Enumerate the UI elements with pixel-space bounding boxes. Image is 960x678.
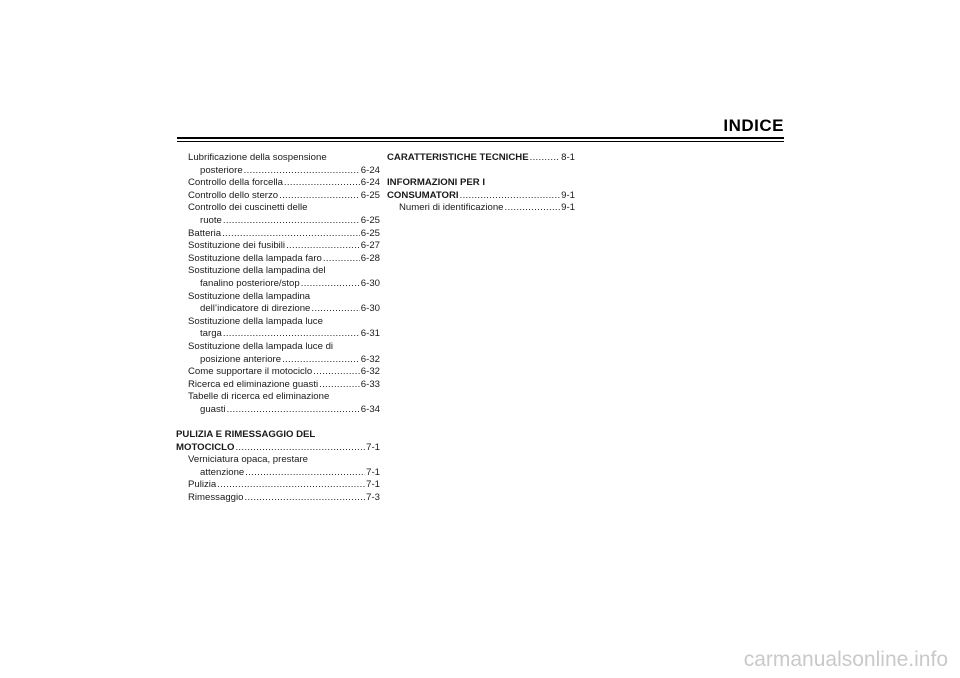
leader-dots xyxy=(222,228,360,241)
toc-entry-text: Ricerca ed eliminazione guasti xyxy=(188,378,319,390)
spacer xyxy=(387,165,575,178)
toc-page-number: 6-25 xyxy=(360,214,380,226)
toc-entry[interactable] xyxy=(176,379,380,392)
toc-entry-text: attenzione xyxy=(200,466,245,478)
header-rule-thick xyxy=(177,137,784,139)
leader-dots xyxy=(244,492,365,505)
toc-entry[interactable] xyxy=(176,202,380,227)
toc-entry[interactable] xyxy=(176,341,380,366)
toc-entry-text: targa xyxy=(200,328,222,340)
toc-entry-text: fanalino posteriore/stop xyxy=(200,277,300,289)
toc-page-number: 6-32 xyxy=(360,353,380,365)
toc-page-number: 8-1 xyxy=(561,152,575,163)
toc-section-title: CARATTERISTICHE TECNICHE xyxy=(387,152,529,163)
toc-page-number: 7-1 xyxy=(366,466,380,478)
toc-entry-text: Rimessaggio xyxy=(188,492,244,504)
leader-dots xyxy=(505,202,561,215)
toc-entry[interactable] xyxy=(176,492,380,505)
toc-entry[interactable] xyxy=(176,316,380,341)
toc-page-number: 6-31 xyxy=(360,328,380,340)
toc-entry-text: Numeri di identificazione xyxy=(399,202,504,214)
header-rule-thin xyxy=(177,141,784,142)
toc-entry[interactable] xyxy=(176,291,380,316)
toc-section-title: CONSUMATORI xyxy=(387,189,459,201)
toc-page-number: 9-1 xyxy=(561,189,575,201)
toc-entry-text: Sostituzione della lampada luce di xyxy=(188,340,334,352)
leader-dots xyxy=(227,404,360,417)
toc-section[interactable] xyxy=(176,429,380,454)
toc-right-column xyxy=(387,152,575,215)
toc-entry-text: Sostituzione della lampadina xyxy=(188,290,311,302)
leader-dots xyxy=(282,354,360,367)
toc-entry-text: Tabelle di ricerca ed eliminazione xyxy=(188,391,330,403)
toc-page-number: 6-32 xyxy=(360,366,380,378)
toc-entry[interactable] xyxy=(176,454,380,479)
leader-dots xyxy=(313,366,360,379)
toc-page-number: 9-1 xyxy=(561,202,575,214)
toc-page-number: 6-34 xyxy=(360,403,380,415)
toc-entry[interactable] xyxy=(176,240,380,253)
toc-entry-text: Pulizia xyxy=(188,479,217,491)
toc-page-number: 6-24 xyxy=(360,164,380,176)
watermark: carmanualsonline.info xyxy=(743,648,948,671)
leader-dots xyxy=(286,240,360,253)
page-title: INDICE xyxy=(723,116,784,135)
toc-entry-text: ruote xyxy=(200,214,222,226)
toc-entry-text: Sostituzione della lampada faro xyxy=(188,252,322,264)
leader-dots xyxy=(319,379,360,392)
toc-entry-text: Sostituzione della lampada luce xyxy=(188,315,323,327)
toc-entry-text: posteriore xyxy=(200,164,243,176)
toc-entry-text: Batteria xyxy=(188,227,222,239)
toc-entry-text: Come supportare il motociclo xyxy=(188,366,313,378)
toc-page-number: 6-27 xyxy=(360,240,380,252)
leader-dots xyxy=(323,253,360,266)
toc-entry[interactable] xyxy=(176,190,380,203)
leader-dots xyxy=(235,442,365,455)
toc-entry-text: Controllo della forcella xyxy=(188,177,283,189)
toc-entry[interactable] xyxy=(176,253,380,266)
toc-entry-text: Controllo dello sterzo xyxy=(188,189,279,201)
spacer xyxy=(176,416,380,429)
toc-entry[interactable] xyxy=(176,391,380,416)
leader-dots xyxy=(245,467,365,480)
toc-page-number: 6-30 xyxy=(360,277,380,289)
toc-page-number: 6-28 xyxy=(360,252,380,264)
toc-entry[interactable] xyxy=(176,479,380,492)
toc-entry-text: Sostituzione dei fusibili xyxy=(188,240,286,252)
leader-dots xyxy=(217,479,365,492)
toc-section[interactable] xyxy=(387,152,575,165)
leader-dots xyxy=(311,303,359,316)
toc-page-number: 7-1 xyxy=(366,479,380,491)
toc-page-number: 6-33 xyxy=(360,378,380,390)
toc-entry[interactable] xyxy=(176,152,380,177)
leader-dots xyxy=(223,215,360,228)
toc-section[interactable] xyxy=(387,177,575,202)
toc-section-title: MOTOCICLO xyxy=(176,441,235,453)
leader-dots xyxy=(279,190,360,203)
toc-page-number: 6-25 xyxy=(360,227,380,239)
toc-entry-text: Verniciatura opaca, prestare xyxy=(188,454,308,466)
toc-page-number: 6-24 xyxy=(360,177,380,189)
toc-page-number: 7-1 xyxy=(366,441,380,453)
toc-entry[interactable] xyxy=(176,265,380,290)
leader-dots xyxy=(460,190,561,203)
toc-page-number: 6-30 xyxy=(360,303,380,315)
leader-dots xyxy=(223,328,360,341)
toc-entry-text: dell’indicatore di direzione xyxy=(200,303,311,315)
toc-entry[interactable] xyxy=(176,228,380,241)
toc-section-title: INFORMAZIONI PER I xyxy=(387,177,486,189)
toc-entry-text: posizione anteriore xyxy=(200,353,282,365)
toc-entry[interactable] xyxy=(387,202,575,215)
toc-entry[interactable] xyxy=(176,177,380,190)
leader-dots xyxy=(301,278,360,291)
leader-dots xyxy=(244,165,360,178)
toc-entry-text: Lubrificazione della sospensione xyxy=(188,152,327,163)
toc-entry[interactable] xyxy=(176,366,380,379)
leader-dots xyxy=(530,152,561,165)
leader-dots xyxy=(284,177,360,190)
toc-entry-text: guasti xyxy=(200,403,226,415)
toc-entry-text: Controllo dei cuscinetti delle xyxy=(188,202,308,214)
toc-page-number: 6-25 xyxy=(360,189,380,201)
toc-section-title: PULIZIA E RIMESSAGGIO DEL xyxy=(176,429,316,441)
toc-left-column xyxy=(176,152,380,505)
toc-page-number: 7-3 xyxy=(366,492,380,504)
toc-entry-text: Sostituzione della lampadina del xyxy=(188,265,326,277)
